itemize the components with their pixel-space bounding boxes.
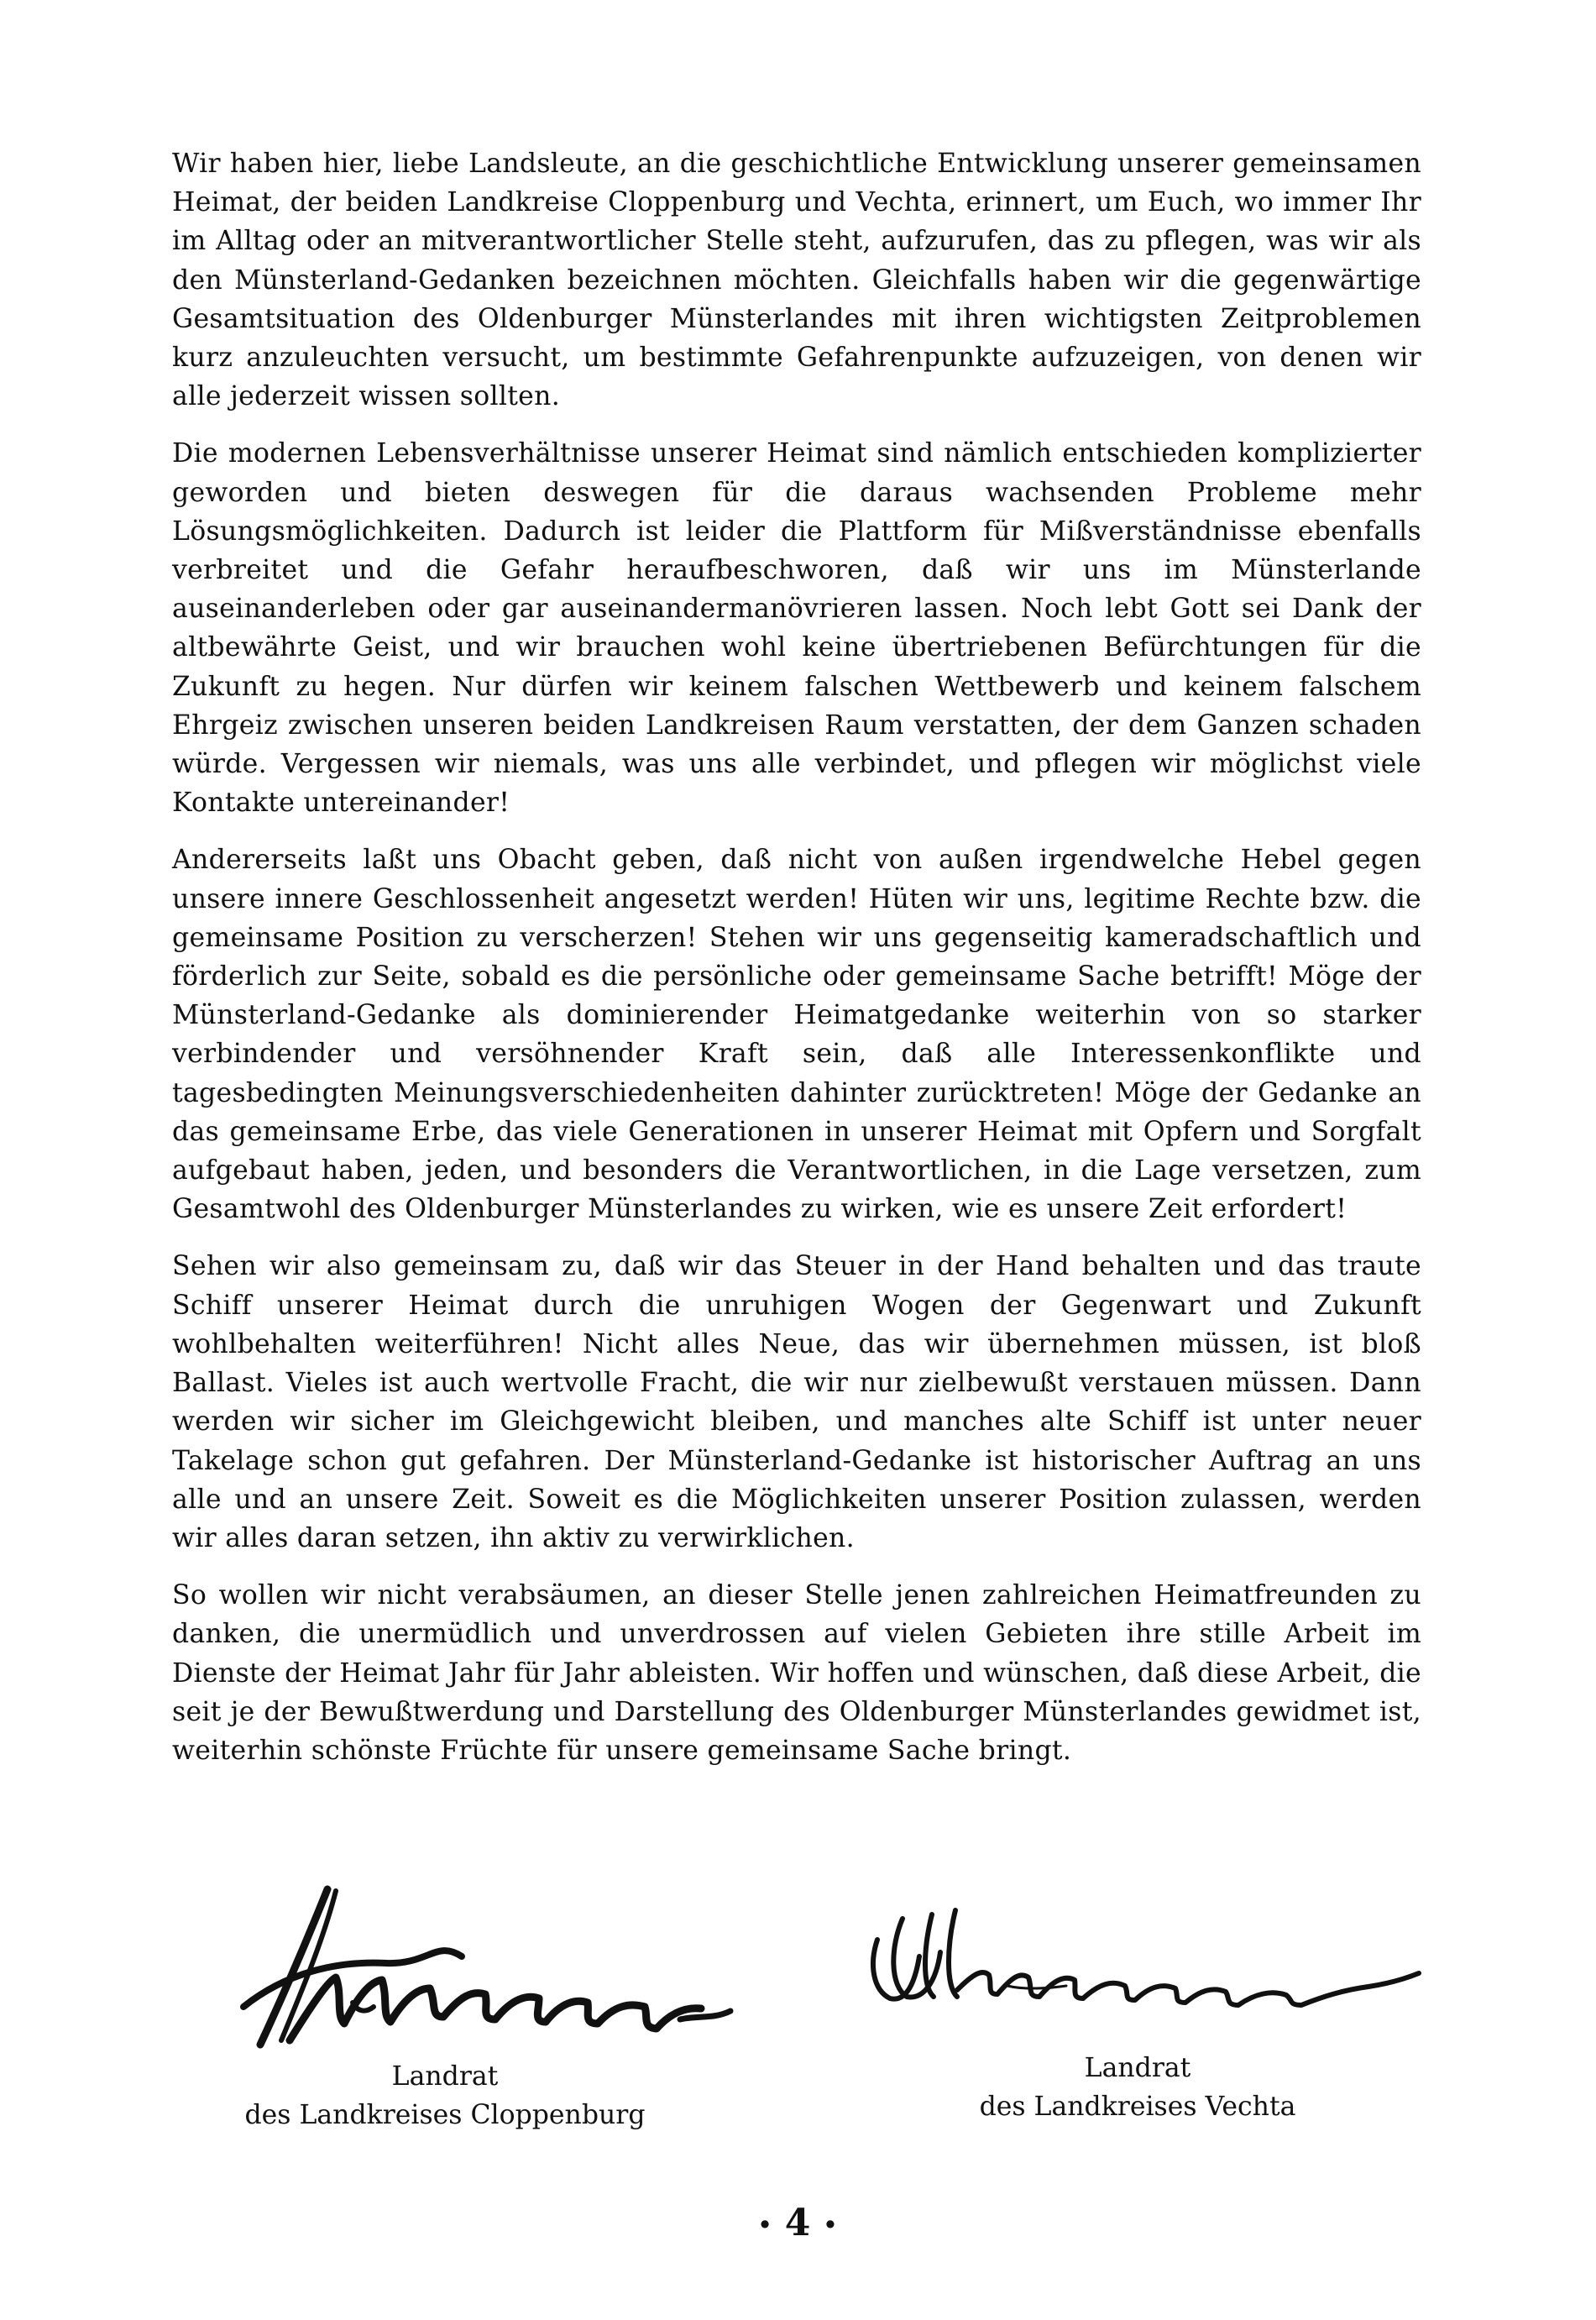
signature-right-caption xyxy=(903,2049,1373,2126)
signature-left-image xyxy=(210,1881,739,2049)
paragraph-3: Andererseits laßt uns Obacht geben, daß nicht von außen irgendwelche Hebel gegen unsere innere Geschlossenheit angesetzt werden! Hüten wir uns, legitime Rechte bzw. die gemeinsame Position zu verscherzen! Stehen wir uns gegenseitig kameradschaftlich und förderlich zur Seite, sobald es die persönliche oder gemeinsame Sache betrifft! Möge der Münsterland-Gedanke als dominierender Heimatgedanke weiterhin von so starker verbindender und versöhnender Kraft sein, daß alle Interessenkonflikte und tagesbedingten Meinungsverschiedenheiten dahinter zurücktreten! Möge der Gedanke an das gemeinsame Erbe, das viele Generationen in unserer Heimat mit Opfern und Sorgfalt aufgebaut haben, jeden, und besonders die Verantwortlichen, in die Lage versetzen, zum Gesamtwohl des Oldenburger Münsterlandes zu wirken, wie es unsere Zeit erfordert! xyxy=(172,845,1421,1225)
signature-right-district: des Landkreises Vechta xyxy=(979,2092,1296,2122)
paragraph-2: Die modernen Lebensverhältnisse unserer Heimat sind nämlich entschieden komplizierter geworden und bieten deswegen für die daraus wachsenden Probleme mehr Lösungsmöglichkeiten. Dadurch ist leider die Plattform für Mißverständnisse ebenfalls verbreitet und die Gefahr heraufbeschworen, daß wir uns im Münsterlande auseinanderleben oder gar auseinandermanövrieren lassen. Noch lebt Gott sei Dank der altbewährte Geist, und wir brauchen wohl keine übertriebenen Befürchtungen für die Zukunft zu hegen. Nur dürfen wir keinem falschen Wettbewerb und keinem falschem Ehrgeiz zwischen unseren beiden Landkreisen Raum verstatten, der dem Ganzen schaden würde. Vergessen wir niemals, was uns alle verbindet, und pflegen wir möglichst viele Kontakte untereinander! xyxy=(172,438,1421,819)
page-number xyxy=(714,2202,882,2244)
signature-left-title: Landrat xyxy=(391,2061,499,2092)
signature-right-image xyxy=(856,1906,1427,2015)
page-number-value: 4 xyxy=(784,2202,811,2244)
paragraph-4: Sehen wir also gemeinsam zu, daß wir das Steuer in der Hand behalten und das traute Schiff unserer Heimat durch die unruhigen Wogen der Gegenwart und Zukunft wohlbehalten weiterführen! Nicht alles Neue, das wir übernehmen müssen, ist bloß Ballast. Vieles ist auch wertvolle Fracht, die wir nur zielbewußt verstauen müssen. Dann werden wir sicher im Gleichgewicht bleiben, und manches alte Schiff ist unter neuer Takelage schon gut gefahren. Der Münsterland-Gedanke ist historischer Auftrag an uns alle und an unsere Zeit. Soweit es die Möglichkeiten unserer Position zulassen, werden wir alles daran setzen, ihn aktiv zu verwirklichen. xyxy=(172,1251,1421,1553)
page-number-deco-left: • xyxy=(757,2213,772,2239)
body-text xyxy=(172,144,1421,1788)
paragraph-1: Wir haben hier, liebe Landsleute, an die geschichtliche Entwicklung unserer gemeinsamen Heimat, der beiden Landkreise Cloppenburg und Vechta, erinnert, um Euch, wo immer Ihr im Alltag oder an mitverantwortlicher Stelle steht, aufzurufen, das zu pflegen, was wir als den Münsterland-Gedanken bezeichnen möchten. Gleichfalls haben wir die gegenwärtige Gesamtsituation des Oldenburger Münsterlandes mit ihren wichtigsten Zeitproblemen kurz anzuleuchten versucht, um bestimmte Gefahrenpunkte aufzuzeigen, von denen wir alle jederzeit wissen sollten. xyxy=(172,149,1421,412)
signature-right-title: Landrat xyxy=(1084,2053,1191,2083)
paragraph-5: So wollen wir nicht verabsäumen, an dieser Stelle jenen zahlreichen Heimatfreunden zu danken, die unermüdlich und unverdrossen auf vielen Gebieten ihre stille Arbeit im Dienste der Heimat Jahr für Jahr ableisten. Wir hoffen und wünschen, daß diese Arbeit, die seit je der Bewußtwerdung und Darstellung des Oldenburger Münsterlandes gewidmet ist, weiterhin schönste Früchte für unsere gemeinsame Sache bringt. xyxy=(172,1580,1421,1766)
signature-left-district: des Landkreises Cloppenburg xyxy=(244,2100,646,2130)
page-number-deco-right: • xyxy=(823,2213,838,2239)
signature-left-caption xyxy=(185,2057,705,2134)
